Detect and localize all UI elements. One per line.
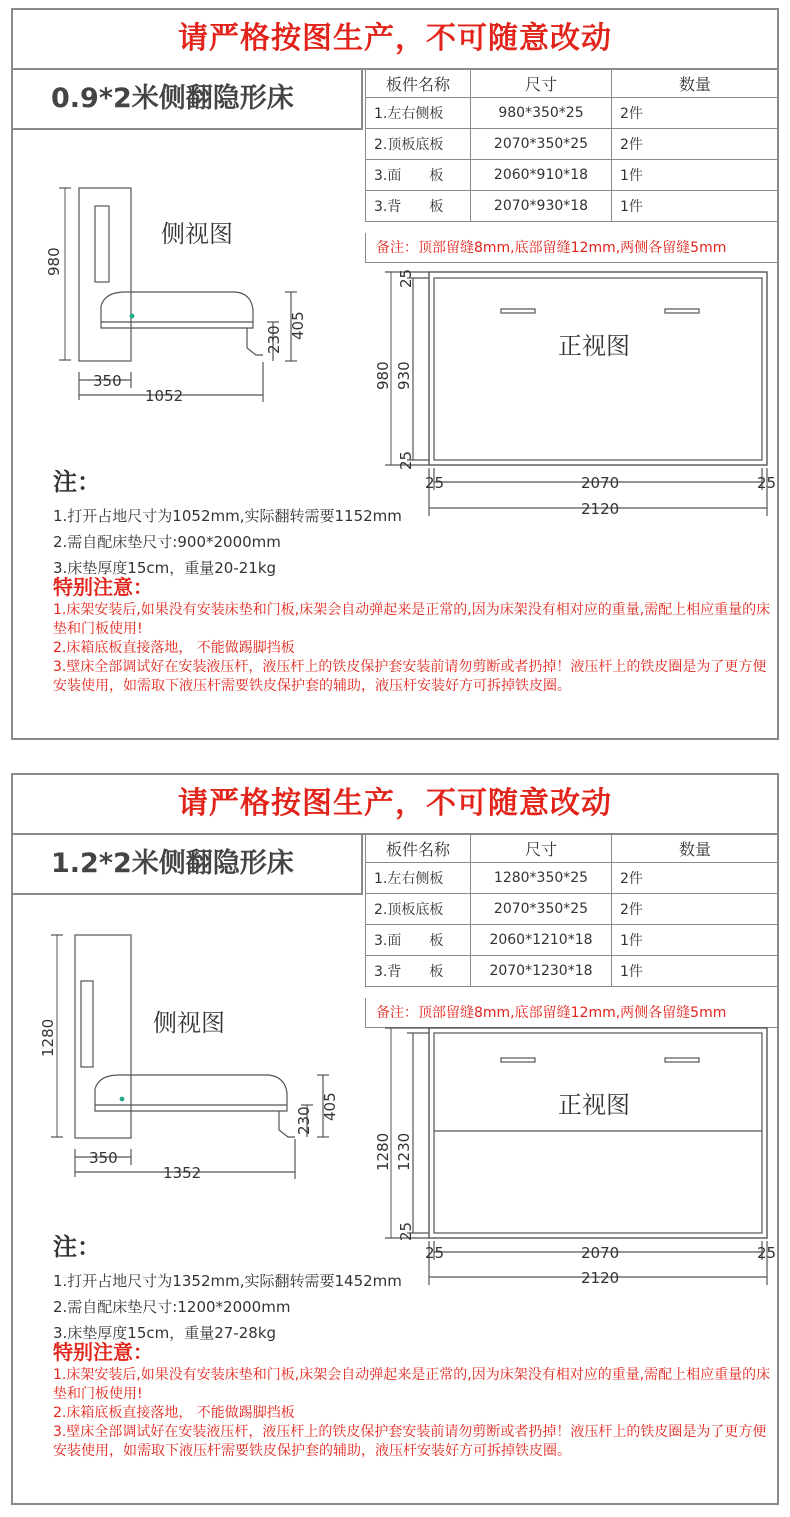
special-heading: 特别注意：	[53, 575, 153, 599]
side-height-dim: 1280	[39, 1018, 57, 1057]
front-inner-height-dim: 1230	[395, 1132, 413, 1171]
front-bottom-edge-dim: 25	[397, 1221, 415, 1241]
special-item: 3.壁床全部调试好在安装液压杆，液压杆上的铁皮保护套安装前请勿剪断或者扔掉！液压杆上的铁皮圈是为了更方便安装使用，如需取下液压杆需要铁皮保护套的辅助，液压杆安装好方可拆掉铁皮圈。	[53, 1424, 767, 1459]
part-name: 1.左右侧板	[366, 863, 471, 894]
part-qty: 1件	[612, 925, 779, 956]
side-depth-dim: 350	[93, 372, 122, 390]
front-outer-width-dim: 2120	[581, 500, 620, 518]
special-item: 3.壁床全部调试好在安装液压杆，液压杆上的铁皮保护套安装前请勿剪断或者扔掉！液压杆上的铁皮圈是为了更方便安装使用，如需取下液压杆需要铁皮保护套的辅助，液压杆安装好方可拆掉铁皮圈。	[53, 659, 767, 694]
note-line: 1.打开占地尺寸为1052mm,实际翻转需要1152mm	[53, 507, 402, 525]
front-outer-height-dim: 980	[374, 361, 392, 390]
note-line: 1.打开占地尺寸为1352mm,实际翻转需要1452mm	[53, 1272, 402, 1290]
header-name: 板件名称	[366, 834, 471, 863]
side-depth-dim: 350	[89, 1149, 118, 1167]
part-size: 980*350*25	[471, 98, 612, 129]
part-qty: 2件	[612, 863, 779, 894]
front-inner-width-dim: 2070	[581, 474, 620, 492]
front-outer-height-dim: 1280	[374, 1132, 392, 1171]
part-name: 3.面 板	[366, 160, 471, 191]
header-name: 板件名称	[366, 69, 471, 98]
front-inner-height-dim: 930	[395, 361, 413, 390]
front-view-label: 正视图	[558, 332, 630, 360]
special-heading: 特别注意：	[53, 1340, 153, 1364]
front-left-edge-dim: 25	[425, 474, 445, 492]
header-qty: 数量	[612, 834, 779, 863]
front-right-edge-dim: 25	[757, 1244, 777, 1262]
special-item: 1.床架安装后,如果没有安装床垫和门板,床架会自动弹起来是正常的,因为床架没有相对应的重量,需配上相应重量的床垫和门板使用!	[53, 602, 771, 637]
front-outer-width-dim: 2120	[581, 1269, 620, 1287]
warning-banner: 请严格按图生产，不可随意改动	[13, 10, 777, 70]
product-title: 1.2*2米侧翻隐形床	[13, 833, 363, 895]
note-line: 2.需自配床垫尺寸:900*2000mm	[53, 533, 281, 551]
part-name: 1.左右侧板	[366, 98, 471, 129]
side-view-drawing	[51, 935, 329, 1179]
side-view-label: 侧视图	[161, 220, 233, 248]
part-name: 3.面 板	[366, 925, 471, 956]
part-qty: 2件	[612, 894, 779, 925]
front-inner-width-dim: 2070	[581, 1244, 620, 1262]
remark-line: 备注：顶部留缝8mm,底部留缝12mm,两侧各留缝5mm	[365, 233, 779, 263]
part-size: 2070*930*18	[471, 191, 612, 222]
part-name: 2.顶板底板	[366, 129, 471, 160]
header-qty: 数量	[612, 69, 779, 98]
part-qty: 2件	[612, 129, 779, 160]
front-top-edge-dim: 25	[397, 268, 415, 288]
product-title: 0.9*2米侧翻隐形床	[13, 68, 363, 130]
special-item: 1.床架安装后,如果没有安装床垫和门板,床架会自动弹起来是正常的,因为床架没有相对应的重量,需配上相应重量的床垫和门板使用!	[53, 1367, 771, 1402]
front-left-edge-dim: 25	[425, 1244, 445, 1262]
header-size: 尺寸	[471, 69, 612, 98]
side-bed-height-dim: 405	[289, 311, 307, 340]
part-size: 2070*350*25	[471, 894, 612, 925]
spec-panel-0.9m	[11, 8, 779, 740]
part-name: 3.背 板	[366, 956, 471, 987]
note-line: 2.需自配床垫尺寸:1200*2000mm	[53, 1298, 291, 1316]
remark-line: 备注：顶部留缝8mm,底部留缝12mm,两侧各留缝5mm	[365, 998, 779, 1028]
front-view-label: 正视图	[558, 1091, 630, 1119]
side-bed-height-dim: 405	[321, 1092, 339, 1121]
front-right-edge-dim: 25	[757, 474, 777, 492]
special-notes	[53, 575, 773, 696]
part-qty: 1件	[612, 191, 779, 222]
note-line: 3.床垫厚度15cm，重量27-28kg	[53, 1324, 277, 1342]
notes-heading: 注：	[53, 1233, 101, 1261]
note-line: 3.床垫厚度15cm，重量20-21kg	[53, 559, 277, 577]
side-height-dim: 980	[45, 247, 63, 276]
warning-banner: 请严格按图生产，不可随意改动	[13, 775, 777, 835]
part-qty: 2件	[612, 98, 779, 129]
special-item: 2.床箱底板直接落地， 不能做踢脚挡板	[53, 1405, 295, 1421]
part-size: 2060*1210*18	[471, 925, 612, 956]
side-open-dim: 1352	[163, 1164, 202, 1182]
special-notes	[53, 1340, 773, 1461]
side-leg-height-dim: 230	[265, 325, 283, 354]
side-view-label: 侧视图	[153, 1009, 225, 1037]
part-name: 3.背 板	[366, 191, 471, 222]
front-bottom-edge-dim: 25	[397, 450, 415, 470]
special-item: 2.床箱底板直接落地， 不能做踢脚挡板	[53, 640, 295, 656]
part-size: 2070*350*25	[471, 129, 612, 160]
part-name: 2.顶板底板	[366, 894, 471, 925]
notes-block	[53, 1227, 402, 1346]
side-leg-height-dim: 230	[295, 1106, 313, 1135]
side-open-dim: 1052	[145, 387, 184, 405]
header-size: 尺寸	[471, 834, 612, 863]
notes-heading: 注：	[53, 468, 101, 496]
spec-panel-1.2m	[11, 773, 779, 1505]
part-qty: 1件	[612, 956, 779, 987]
side-view-marker	[130, 314, 135, 319]
notes-block	[53, 462, 402, 581]
part-size: 1280*350*25	[471, 863, 612, 894]
part-qty: 1件	[612, 160, 779, 191]
part-size: 2060*910*18	[471, 160, 612, 191]
side-view-marker	[120, 1097, 125, 1102]
part-size: 2070*1230*18	[471, 956, 612, 987]
